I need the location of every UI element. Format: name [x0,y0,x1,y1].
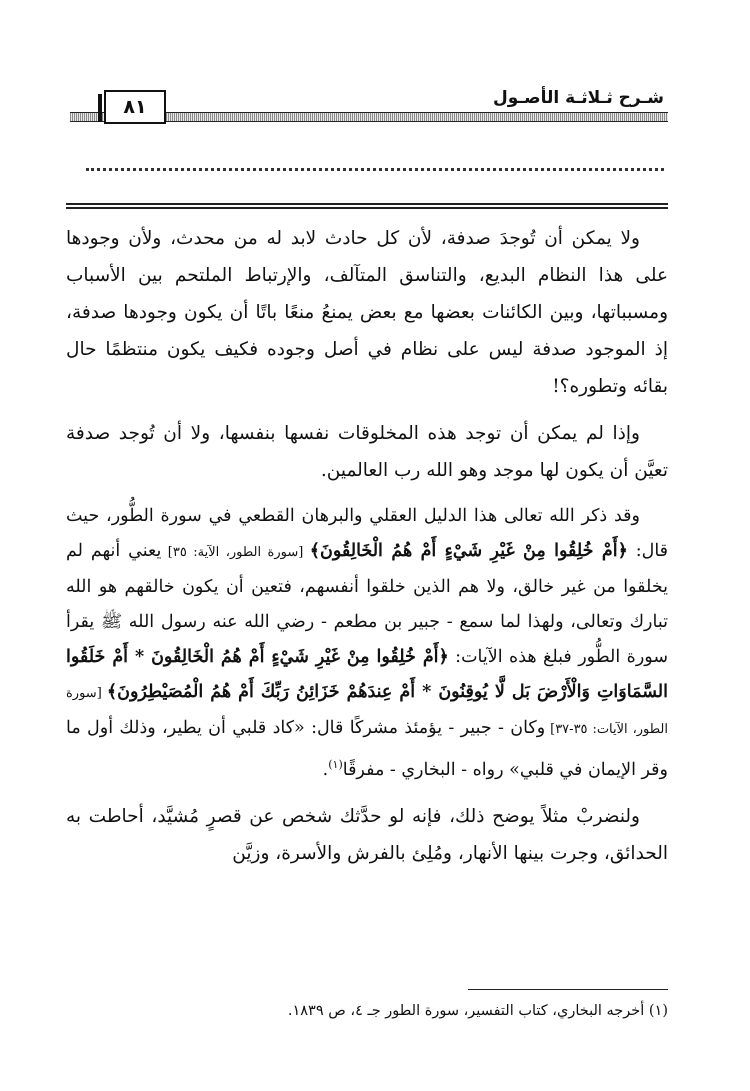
paragraph-4: ولنضربْ مثلاً يوضح ذلك، فإنه لو حدَّثك شخص عن قصرٍ مُشيَّد، أحاطت به الحدائق، وجرت بينها الأنهار، ومُلِئ بالفرش والأسرة، وزيَّن [66,805,668,864]
quran-verse-2: ﴿أَمْ خُلِقُوا مِنْ غَيْرِ شَيْءٍ أَمْ هُمُ الْخَالِقُونَ * أَمْ خَلَقُوا السَّمَاوَاتِ وَالْأَرْضَ بَل لَّا يُوقِنُونَ * أَمْ عِندَهُمْ خَزَائِنُ رَبِّكَ أَمْ هُمُ الْمُصَيْطِرُونَ﴾ [66,647,668,702]
quran-verse-1: ﴿أَمْ خُلِقُوا مِنْ غَيْرِ شَيْءٍ أَمْ هُمُ الْخَالِقُونَ﴾ [309,541,628,561]
double-rule-separator [66,203,668,209]
verse-reference-2: [سورة الطور، الآيات: ٣٥-٣٧] [66,686,668,737]
footnote-marker: (١) [328,758,343,771]
footnote-rule [468,989,668,990]
paragraph-3-intro: وقد ذكر الله تعالى هذا الدليل العقلي والبرهان القطعي في سورة الطُّور، حيث قال: [66,506,669,561]
running-title: شـرح ثـلاثـة الأصـول [492,88,664,108]
page-number: ٨١ [104,90,166,124]
verse-reference-1: [سورة الطور، الآية: ٣٥] [161,545,310,560]
paragraph-3-middle: يعني أنهم لم يخلقوا من غير خالق، ولا هم الذين خلقوا أنفسهم، فتعين أن يكون خالقهم هو الله تبارك وتعالى، ولهذا لما سمع - جبير بن مطعم - رضي الله عنه رسول الله ﷺ يقرأ سورة الطُّور فبلغ هذه الآيات: [66,541,668,667]
dotted-separator [86,168,664,171]
page-header [70,82,668,130]
footnote: (١) أخرجه البخاري، كتاب التفسير، سورة الطور جـ ٤، ص ١٨٣٩. [287,1003,668,1019]
paragraph-2: وإذا لم يمكن أن توجد هذه المخلوقات نفسها بنفسها، ولا أن تُوجد صدفة تعيَّن أن يكون لها موجد وهو الله رب العالمين. [66,423,668,481]
paragraph-1: ولا يمكن أن تُوجدَ صدفة، لأن كل حادث لابد له من محدث، ولأن وجودها على هذا النظام البديع، والتناسق المتآلف، والإرتباط الملتحم بين الأسباب ومسبباتها، وبين الكائنات بعضها مع بعض يمنعُ منعًا باتًا أن يكون وجودها صدفة، إذ الموجود صدفة ليس على نظام في أصل وجوده فكيف يكون منتظمًا حال بقائه وتطوره؟! [66,228,668,397]
paragraph-3-period: . [322,759,329,780]
paragraph-3-end: وكان - جبير - يؤمئذ مشركًا قال: «كاد قلبي أن يطير، وذلك أول ما وقر الإيمان في قلبي» رواه - البخاري - مفرقًا [66,718,668,780]
main-text [66,220,668,882]
paragraph-3 [66,499,668,788]
